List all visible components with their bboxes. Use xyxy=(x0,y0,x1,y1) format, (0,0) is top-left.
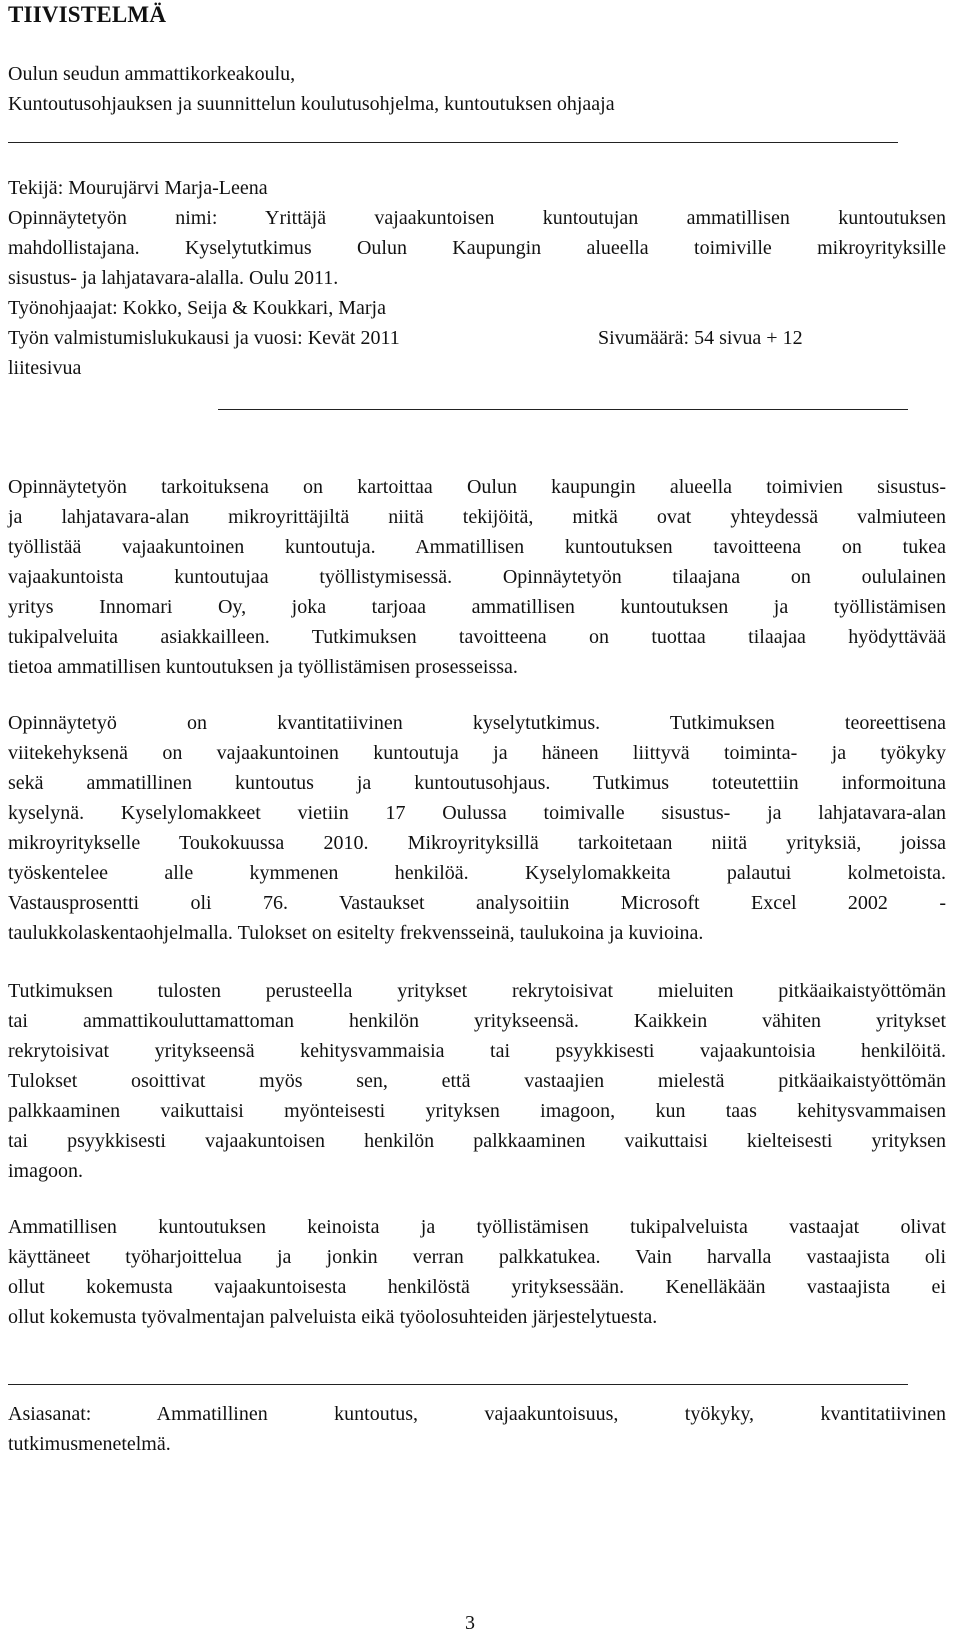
author-line: Tekijä: Mourujärvi Marja-Leena xyxy=(8,177,268,199)
text-line: tai ammattikouluttamattoman henkilön yritykseensä. Kaikkein vähiten yritykset xyxy=(8,1010,946,1032)
keywords-line-2: tutkimusmenetelmä. xyxy=(8,1433,171,1455)
text-line: taulukkolaskentaohjelmalla. Tulokset on esitelty frekvensseinä, taulukoina ja kuvioina. xyxy=(8,922,704,944)
text-line: tukipalveluita asiakkailleen. Tutkimuksen tavoitteena on tuottaa tilaajaa hyödyttävää xyxy=(8,626,946,648)
text-line: työllistää vajaakuntoinen kuntoutuja. Ammatillisen kuntoutuksen tavoitteena on tukea xyxy=(8,536,946,558)
page-count: Sivumäärä: 54 sivua + 12 xyxy=(598,327,803,349)
abstract-paragraph-2 xyxy=(8,708,946,948)
page-number: 3 xyxy=(465,1612,475,1634)
text-line: mikroyritykselle Toukokuussa 2010. Mikroyrityksillä tarkoitetaan niitä yrityksiä, joissa xyxy=(8,832,946,854)
text-line: ollut kokemusta vajaakuntoisesta henkilöstä yrityksessään. Kenelläkään vastaajista ei xyxy=(8,1276,946,1298)
text-line: imagoon. xyxy=(8,1160,83,1182)
text-line: palkkaaminen vaikuttaisi myönteisesti yrityksen imagoon, kun taas kehitysvammaisen xyxy=(8,1100,946,1122)
text-line: Tutkimuksen tulosten perusteella yritykset rekrytoisivat mieluiten pitkäaikaistyöttömän xyxy=(8,980,946,1002)
appendix-pages: liitesivua xyxy=(8,357,82,379)
text-line: tietoa ammatillisen kuntoutuksen ja työllistämisen prosesseissa. xyxy=(8,656,518,678)
text-line: Vastausprosentti oli 76. Vastaukset analysoitiin Microsoft Excel 2002 - xyxy=(8,892,946,914)
separator-rule xyxy=(218,409,908,410)
thesis-name-line-2: mahdollistajana. Kyselytutkimus Oulun Kaupungin alueella toimiville mikroyrityksille xyxy=(8,237,946,259)
text-line: sekä ammatillinen kuntoutus ja kuntoutusohjaus. Tutkimus toteutettiin informoituna xyxy=(8,772,946,794)
text-line: Tulokset osoittivat myös sen, että vastaajien mielestä pitkäaikaistyöttömän xyxy=(8,1070,946,1092)
keywords-line-1: Asiasanat: Ammatillinen kuntoutus, vajaakuntoisuus, työkyky, kvantitatiivinen xyxy=(8,1403,946,1425)
separator-rule xyxy=(8,1384,908,1385)
abstract-paragraph-4 xyxy=(8,1212,946,1332)
text-line: Ammatillisen kuntoutuksen keinoista ja työllistämisen tukipalveluista vastaajat olivat xyxy=(8,1216,946,1238)
institution-line-2: Kuntoutusohjauksen ja suunnittelun koulutusohjelma, kuntoutuksen ohjaaja xyxy=(8,93,615,115)
thesis-name-line-1: Opinnäytetyön nimi: Yrittäjä vajaakuntoisen kuntoutujan ammatillisen kuntoutuksen xyxy=(8,207,946,229)
text-line: Opinnäytetyön tarkoituksena on kartoittaa Oulun kaupungin alueella toimivien sisustus- xyxy=(8,476,946,498)
text-line: vajaakuntoista kuntoutujaa työllistymisessä. Opinnäytetyön tilaajana on oululainen xyxy=(8,566,946,588)
text-line: viitekehyksenä on vajaakuntoinen kuntoutuja ja häneen liittyvä toiminta- ja työkyky xyxy=(8,742,946,764)
text-line: ollut kokemusta työvalmentajan palveluista eikä työolosuhteiden järjestelytuesta. xyxy=(8,1306,658,1328)
institution-line-1: Oulun seudun ammattikorkeakoulu, xyxy=(8,63,296,85)
completion-row xyxy=(8,324,946,352)
completion-term: Työn valmistumislukukausi ja vuosi: Kevät 2011 xyxy=(8,327,400,349)
supervisors-line: Työnohjaajat: Kokko, Seija & Koukkari, Marja xyxy=(8,297,386,319)
text-line: yritys Innomari Oy, joka tarjoaa ammatillisen kuntoutuksen ja työllistämisen xyxy=(8,596,946,618)
thesis-name-line-3: sisustus- ja lahjatavara-alalla. Oulu 2011. xyxy=(8,267,339,289)
abstract-paragraph-1 xyxy=(8,472,946,682)
abstract-paragraph-3 xyxy=(8,976,946,1186)
text-line: tai psyykkisesti vajaakuntoisen henkilön palkkaaminen vaikuttaisi kielteisesti yrityksen xyxy=(8,1130,946,1152)
text-line: Opinnäytetyö on kvantitatiivinen kyselytutkimus. Tutkimuksen teoreettisena xyxy=(8,712,946,734)
text-line: rekrytoisivat yritykseensä kehitysvammaisia tai psyykkisesti vajaakuntoisia henkilöitä. xyxy=(8,1040,946,1062)
text-line: ja lahjatavara-alan mikroyrittäjiltä niitä tekijöitä, mitkä ovat yhteydessä valmiuteen xyxy=(8,506,946,528)
text-line: käyttäneet työharjoittelua ja jonkin verran palkkatukea. Vain harvalla vastaajista oli xyxy=(8,1246,946,1268)
separator-rule xyxy=(8,142,898,143)
text-line: kyselynä. Kyselylomakkeet vietiin 17 Oulussa toimivalle sisustus- ja lahjatavara-alan xyxy=(8,802,946,824)
text-line: työskentelee alle kymmenen henkilöä. Kyselylomakkeita palautui kolmetoista. xyxy=(8,862,946,884)
page-title: TIIVISTELMÄ xyxy=(8,2,167,27)
